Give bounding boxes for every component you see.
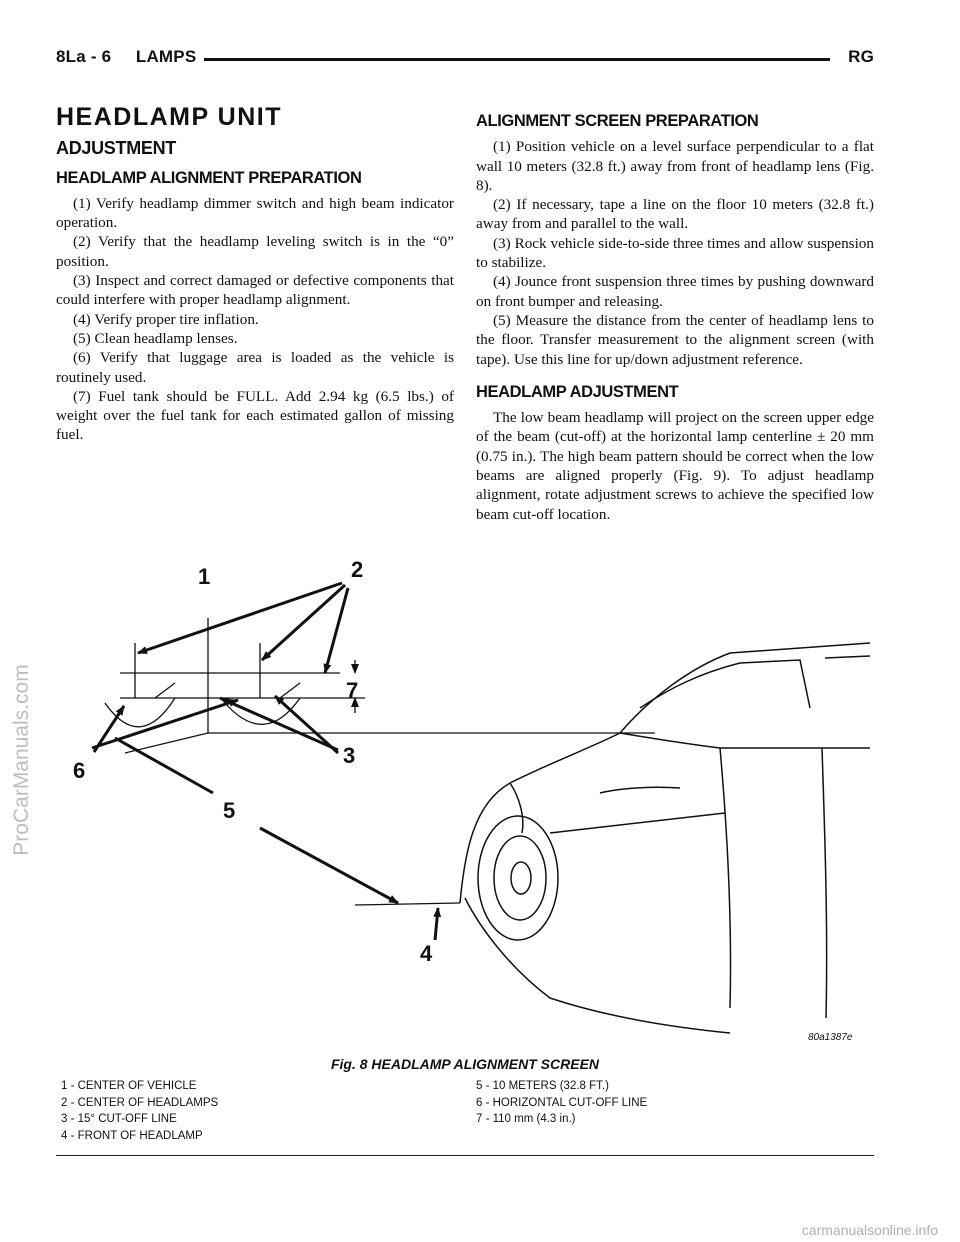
right-cut-off-line <box>280 683 300 698</box>
figure-caption: Fig. 8 HEADLAMP ALIGNMENT SCREEN <box>330 1056 600 1072</box>
step-paragraph: (1) Verify headlamp dimmer switch and high beam indicator operation. <box>56 194 454 232</box>
step-paragraph: (5) Clean headlamp lenses. <box>73 329 238 347</box>
step-paragraph: (1) Position vehicle on a level surface perpendicular to a flat wall 10 meters (32.8 ft.) away from front of headlamp lens (Fig. 8). <box>476 138 874 194</box>
page-header <box>56 47 874 71</box>
legend-column-1 <box>61 1078 218 1145</box>
spacer <box>476 369 874 383</box>
distance-arrow-head <box>260 828 398 903</box>
callout-label-1: 1 <box>198 564 211 589</box>
legend-item: 1 - CENTER OF VEHICLE <box>61 1080 197 1092</box>
callout-label-4: 4 <box>420 941 433 966</box>
step-paragraph: (6) Verify that luggage area is loaded as the vehicle is routinely used. <box>56 349 454 386</box>
callout-label-7: 7 <box>346 678 359 703</box>
step-paragraph: (3) Inspect and correct damaged or defective components that could interfere with proper headlamp alignment. <box>56 272 454 309</box>
floor-tape-line <box>355 903 460 905</box>
callout-arrow-2a <box>138 583 342 653</box>
header-rule <box>204 58 830 61</box>
figure-id: 80a1387e <box>808 1032 853 1043</box>
subsection-heading-screen-prep: ALIGNMENT SCREEN PREPARATION <box>476 112 759 130</box>
subsection-heading-alignment-prep: HEADLAMP ALIGNMENT PREPARATION <box>56 168 362 187</box>
legend-item: 2 - CENTER OF HEADLAMPS <box>61 1096 219 1109</box>
callout-label-5: 5 <box>223 798 236 823</box>
callout-label-3: 3 <box>343 743 356 768</box>
subsection-heading-headlamp-adjustment: HEADLAMP ADJUSTMENT <box>476 382 679 401</box>
vehicle-outline <box>460 643 870 1033</box>
legend-item: 4 - FRONT OF HEADLAMP <box>61 1130 203 1143</box>
header-page-section: 8La - 6 LAMPS <box>56 47 197 66</box>
alignment-screen-figure <box>73 548 880 1048</box>
left-column <box>56 103 454 445</box>
callout-arrow-3b <box>275 696 338 753</box>
side-watermark: ProCarManuals.com <box>10 664 33 856</box>
legend-item: 7 - 110 mm (4.3 in.) <box>476 1113 576 1126</box>
callout-arrow-3a <box>220 698 338 750</box>
callout-label-6: 6 <box>73 758 86 783</box>
step-paragraph: (4) Jounce front suspension three times by pushing downward on front bumper and releasing. <box>476 273 874 310</box>
step-paragraph: (5) Measure the distance from the center of headlamp lens to the floor. Transfer measurement to the alignment screen (with tape). Use this line for up/down adjustment reference. <box>476 311 874 368</box>
header-model-code: RG <box>848 47 874 66</box>
step-paragraph: (4) Verify proper tire inflation. <box>73 310 259 328</box>
bottom-watermark: carmanualsonline.info <box>801 1222 938 1238</box>
callout-arrow-4 <box>435 908 438 940</box>
section-heading-adjustment: ADJUSTMENT <box>56 138 177 159</box>
step-paragraph: (3) Rock vehicle side-to-side three times and allow suspension to stabilize. <box>476 234 874 272</box>
step-paragraph: (7) Fuel tank should be FULL. Add 2.94 kg (6.5 lbs.) of weight over the fuel tank for each estimated gallon of missing fuel. <box>56 387 454 444</box>
left-beam-pattern <box>105 698 175 727</box>
callout-arrow-6b <box>94 706 124 752</box>
callout-label-2: 2 <box>351 557 364 582</box>
step-paragraph: (2) If necessary, tape a line on the floor 10 meters (32.8 ft.) away from and parallel to the wall. <box>476 196 874 233</box>
left-cut-off-line <box>155 683 175 698</box>
adjustment-paragraph: The low beam headlamp will project on the screen upper edge of the beam (cut-off) at the horizontal lamp centerline ± 20 mm (0.75 in.). The high beam pattern should be correct when the low beams are aligned properly (Fig. 9). To adjust headlamp alignment, rotate adjustment screws to achieve the specified low beam cut-off location. <box>476 409 874 523</box>
step-paragraph: (2) Verify that the headlamp leveling switch is in the “0” position. <box>56 233 454 270</box>
right-column <box>476 112 874 524</box>
legend-column-2 <box>476 1078 647 1128</box>
page-title: HEADLAMP UNIT <box>56 103 282 131</box>
alignment-screen-illustration <box>73 548 880 1048</box>
legend-item: 3 - 15° CUT-OFF LINE <box>61 1113 177 1126</box>
bottom-rule <box>56 1155 874 1156</box>
legend-item: 5 - 10 METERS (32.8 FT.) <box>476 1080 609 1092</box>
distance-arrow-tail <box>115 738 213 793</box>
legend-item: 6 - HORIZONTAL CUT-OFF LINE <box>476 1096 648 1109</box>
